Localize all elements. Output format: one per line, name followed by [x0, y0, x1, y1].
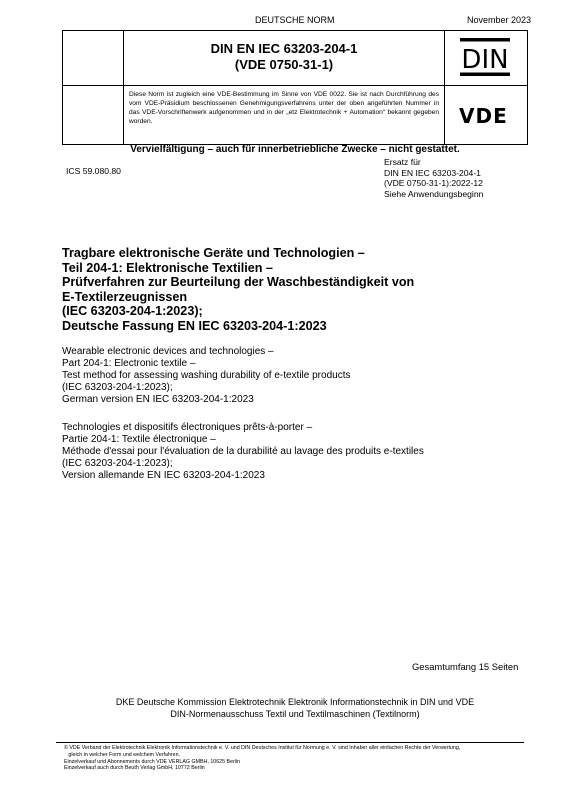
- legal-line: Einzelverkauf und Abonnements durch VDE VERLAG GMBH, 10625 Berlin: [64, 758, 241, 765]
- title-line: Tragbare elektronische Geräte und Technologien –: [62, 246, 365, 260]
- title-line: German version EN IEC 63203-204-1:2023: [62, 394, 254, 405]
- title-line: E-Textilerzeugnissen: [62, 289, 188, 304]
- title-line: Prüfverfahren zur Beurteilung der Waschbeständigkeit von: [62, 275, 415, 290]
- din-logo-cell: [444, 31, 527, 85]
- din-logo: [459, 37, 511, 77]
- title-line: Wearable electronic devices and technologies –: [62, 346, 274, 357]
- legal-line: gleich in welcher Form und welchem Verfahren.: [64, 751, 180, 758]
- reproduction-notice: Vervielfältigung – auch für innerbetriebliche Zwecke – nicht gestattet.: [130, 144, 460, 155]
- title-line: Teil 204-1: Elektronische Textilien –: [62, 260, 273, 275]
- title-line: Part 204-1: Electronic textile –: [62, 358, 196, 369]
- vde-logo: VDE: [459, 104, 508, 128]
- footer-divider: [56, 742, 524, 743]
- header-frame: [62, 30, 528, 145]
- standard-number: DIN EN IEC 63203-204-1: [210, 41, 358, 56]
- title-french: [62, 422, 532, 482]
- left-blank-cell-2: [63, 86, 124, 144]
- left-blank-cell: [63, 31, 124, 85]
- total-pages: Gesamtumfang 15 Seiten: [412, 661, 519, 672]
- title-line: Méthode d'essai pour l'évaluation de la durabilité au lavage des produits e-textiles: [62, 446, 424, 457]
- title-line: Partie 204-1: Textile électronique –: [62, 434, 216, 445]
- standard-row: [63, 31, 527, 86]
- title-line: Test method for assessing washing durability of e-textile products: [62, 370, 351, 381]
- legal-line: Einzelverkauf auch durch Beuth Verlag GmbH, 10772 Berlin: [64, 765, 205, 772]
- replacement-line: (VDE 0750-31-1):2022-12: [384, 178, 483, 188]
- vde-number: (VDE 0750-31-1): [234, 57, 334, 72]
- replacement-line: Ersatz für: [384, 157, 421, 167]
- din-logo-text: DIN: [461, 45, 509, 75]
- vde-row: [63, 86, 527, 145]
- title-line: Deutsche Fassung EN IEC 63203-204-1:2023: [62, 318, 327, 333]
- norm-label: DEUTSCHE NORM: [255, 15, 335, 25]
- legal-notice: [64, 745, 534, 772]
- title-german: [62, 246, 532, 334]
- publication-date: November 2023: [467, 15, 532, 25]
- vde-logo-cell: [444, 86, 527, 144]
- standard-title: [123, 41, 445, 73]
- vde-note: Diese Norm ist zugleich eine VDE-Bestimmung im Sinne von VDE 0022. Sie ist nach Durchführung des vom VDE-Präsidium beschlossenen Genehmigungsverfahrens unter der oben angeführten Nummer in das VDE-Vorschriftenwerk aufgenommen und in der „etz Elektrotechnik + Automation“ bekannt gegeben worden.: [129, 91, 439, 125]
- committee-line: DKE Deutsche Kommission Elektrotechnik Elektronik Informationstechnik in DIN und VDE: [115, 697, 475, 707]
- title-line: (IEC 63203-204-1:2023);: [62, 382, 173, 393]
- responsible-committees: [62, 696, 528, 720]
- title-english: [62, 346, 532, 406]
- committee-line: DIN-Normenausschuss Textil und Textilmaschinen (Textilnorm): [170, 709, 420, 719]
- title-line: Version allemande EN IEC 63203-204-1:2023: [62, 470, 265, 481]
- title-line: Technologies et dispositifs électroniques prêts-à-porter –: [62, 422, 313, 433]
- title-line: (IEC 63203-204-1:2023);: [62, 304, 203, 319]
- replacement-line: Siehe Anwendungsbeginn: [384, 188, 484, 199]
- replacement-info: [384, 157, 483, 199]
- legal-line: © VDE Verband der Elektrotechnik Elektronik Informationstechnik e. V. und DIN Deutsches Institut für Normung e. V. sind Inhaber aller einfachen Rechte der Verwertung,: [64, 745, 461, 751]
- replacement-line: DIN EN IEC 63203-204-1: [384, 167, 481, 178]
- title-line: (IEC 63203-204-1:2023);: [62, 458, 173, 469]
- ics-code: ICS 59.080.80: [66, 166, 121, 176]
